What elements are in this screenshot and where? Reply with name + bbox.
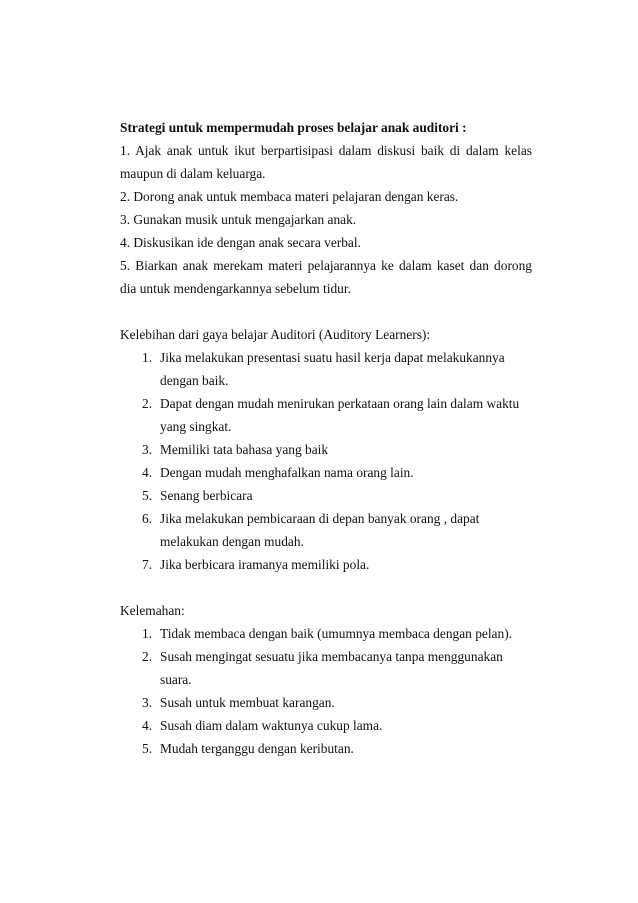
kelemahan-list (120, 622, 532, 760)
list-item (120, 622, 532, 645)
kelebihan-heading: Kelebihan dari gaya belajar Auditori (Auditory Learners): (120, 327, 431, 342)
list-item (120, 484, 532, 507)
list-item (120, 438, 532, 461)
list-item-text: Jika berbicara iramanya memiliki pola. (160, 557, 370, 572)
strategy-item-1: 1. Ajak anak untuk ikut berpartisipasi dalam diskusi baik di dalam kelas maupun di dalam keluarga. (120, 143, 532, 181)
strategy-item-2: 2. Dorong anak untuk membaca materi pelajaran dengan keras. (120, 189, 459, 204)
document-page (120, 116, 532, 760)
strategy-heading: Strategi untuk mempermudah proses belajar anak auditori : (120, 120, 467, 135)
strategy-section (120, 116, 532, 300)
list-item-text: Jika melakukan pembicaraan di depan banyak orang , dapat melakukan dengan mudah. (160, 511, 480, 549)
list-item-text: Mudah terganggu dengan keributan. (160, 741, 354, 756)
list-item-number: 5. (142, 741, 153, 756)
list-item-number: 3. (142, 695, 153, 710)
strategy-item-4: 4. Diskusikan ide dengan anak secara verbal. (120, 235, 361, 250)
list-item (120, 507, 532, 553)
list-item (120, 645, 532, 691)
kelemahan-section (120, 599, 532, 760)
list-item-number: 2. (142, 396, 153, 411)
list-item-text: Susah diam dalam waktunya cukup lama. (160, 718, 383, 733)
list-item-text: Jika melakukan presentasi suatu hasil kerja dapat melakukannya dengan baik. (160, 350, 505, 388)
strategy-item-5: 5. Biarkan anak merekam materi pelajarannya ke dalam kaset dan dorong dia untuk mendengarkannya sebelum tidur. (120, 258, 532, 296)
list-item (120, 346, 532, 392)
kelebihan-section (120, 323, 532, 576)
list-item (120, 737, 532, 760)
list-item-number: 4. (142, 718, 153, 733)
list-item-text: Susah mengingat sesuatu jika membacanya tanpa menggunakan suara. (160, 649, 503, 687)
list-item-text: Senang berbicara (160, 488, 253, 503)
list-item (120, 691, 532, 714)
list-item-number: 5. (142, 488, 153, 503)
list-item-number: 2. (142, 649, 153, 664)
list-item (120, 714, 532, 737)
list-item-text: Susah untuk membuat karangan. (160, 695, 335, 710)
strategy-item-3: 3. Gunakan musik untuk mengajarkan anak. (120, 212, 357, 227)
list-item-text: Dapat dengan mudah menirukan perkataan orang lain dalam waktu yang singkat. (160, 396, 520, 434)
list-item-text: Dengan mudah menghafalkan nama orang lain. (160, 465, 414, 480)
list-item-number: 7. (142, 557, 153, 572)
list-item-number: 3. (142, 442, 153, 457)
kelemahan-heading: Kelemahan: (120, 603, 185, 618)
list-item-number: 1. (142, 626, 153, 641)
kelebihan-list (120, 346, 532, 576)
list-item-number: 4. (142, 465, 153, 480)
list-item-text: Tidak membaca dengan baik (umumnya membaca dengan pelan). (160, 626, 513, 641)
list-item (120, 392, 532, 438)
list-item-number: 6. (142, 511, 153, 526)
list-item (120, 461, 532, 484)
list-item-text: Memiliki tata bahasa yang baik (160, 442, 329, 457)
list-item-number: 1. (142, 350, 153, 365)
list-item (120, 553, 532, 576)
